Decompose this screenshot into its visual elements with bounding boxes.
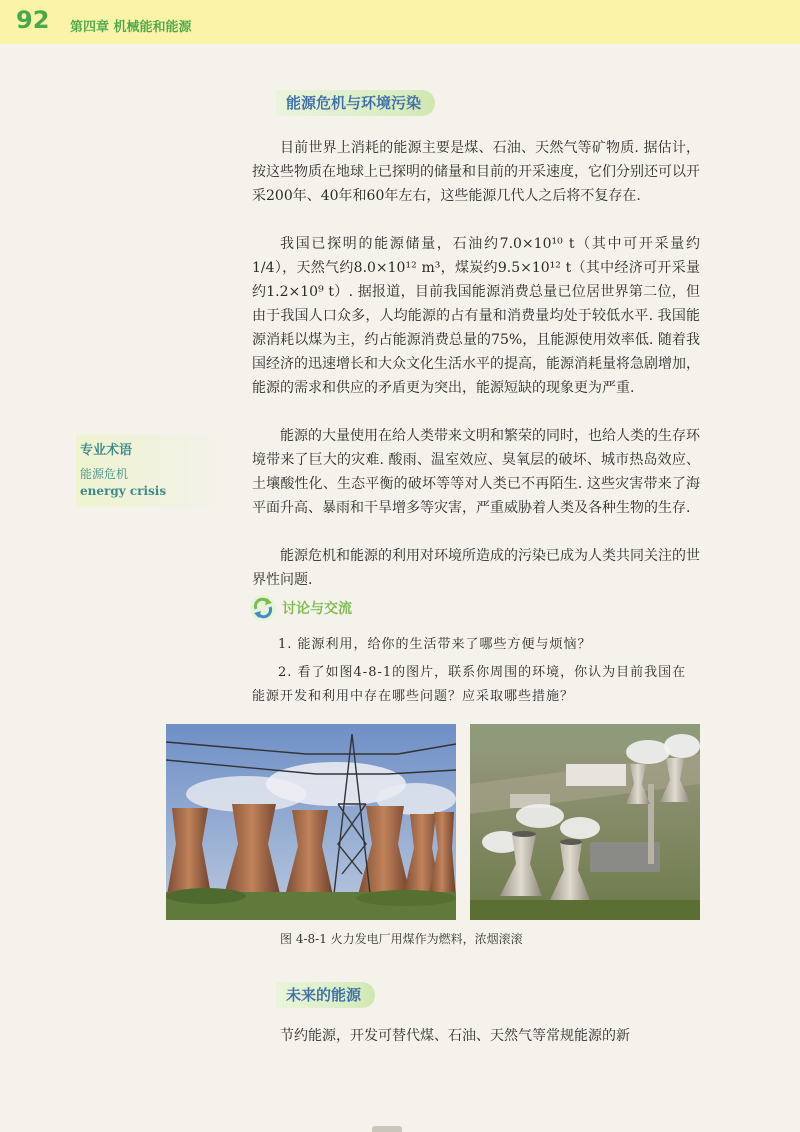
paragraph-4: 能源危机和能源的利用对环境所造成的污染已成为人类共同关注的世界性问题. [252,548,700,588]
paragraph-1: 目前世界上消耗的能源主要是煤、石油、天然气等矿物质. 据估计，按这些物质在地球上已探明的储量和目前的开采速度，它们分别还可以开采200年、40年和60年左右，这些能源几代人之后将不复存在. [252,140,700,204]
chapter-label: 第四章 机械能和能源 [70,20,192,35]
discussion-title: 讨论与交流 [282,601,352,617]
sidebar-term-en: energy crisis [80,484,167,498]
photo-cooling-towers-pylon [166,724,456,920]
section-title-future-energy: 未来的能源 [276,982,375,1008]
sidebar-title: 专业术语 [80,443,133,458]
discussion-icon [248,593,278,623]
paragraph-2: 我国已探明的能源储量，石油约7.0×10¹⁰ t（其中可开采量约1/4），天然气约8.0×10¹² m³，煤炭约9.5×10¹² t（其中经济可开采量约1.2×10⁹ t）. 据报道，目前我国能源消费总量已位居世界第二位，但由于我国人口众多，人均能源的占有量和消费量均处于较低水平. 我国能源消耗以煤为主，约占能源消费总量的75%，且能源使用效率低. 随着我国经济的迅速增长和大众文化生活水平的提高，能源消耗量将急剧增加，能源的需求和供应的矛盾更为突出，能源短缺的现象更为严重. [252,236,700,396]
discussion-question-2: 2. 看了如图4-8-1的图片，联系你周围的环境，你认为目前我国在能源开发和利用中存在哪些问题？应采取哪些措施？ [252,665,687,704]
discussion-question-1: 1. 能源利用，给你的生活带来了哪些方便与烦恼？ [278,637,592,652]
paragraph-3: 能源的大量使用在给人类带来文明和繁荣的同时，也给人类的生存环境带来了巨大的灾难. 酸雨、温室效应、臭氧层的破坏、城市热岛效应、土壤酸性化、生态平衡的破坏等等对人类已不再陌生. 这些灾害带来了海平面升高、暴雨和干旱增多等灾害，严重威胁着人类及各种生物的生存. [252,428,700,516]
photo-power-station-aerial [470,724,700,920]
paragraph-future-energy: 节约能源，开发可替代煤、石油、天然气等常规能源的新 [280,1028,630,1044]
page-header [0,0,800,44]
sidebar-term-cn: 能源危机 [80,467,129,481]
page-bottom-mark [372,1126,402,1132]
section-title-energy-crisis: 能源危机与环境污染 [276,90,435,116]
figure-caption: 图 4-8-1 火力发电厂用煤作为燃料，浓烟滚滚 [280,932,523,946]
page-number: 92 [16,6,50,34]
term-sidebar [76,435,222,507]
